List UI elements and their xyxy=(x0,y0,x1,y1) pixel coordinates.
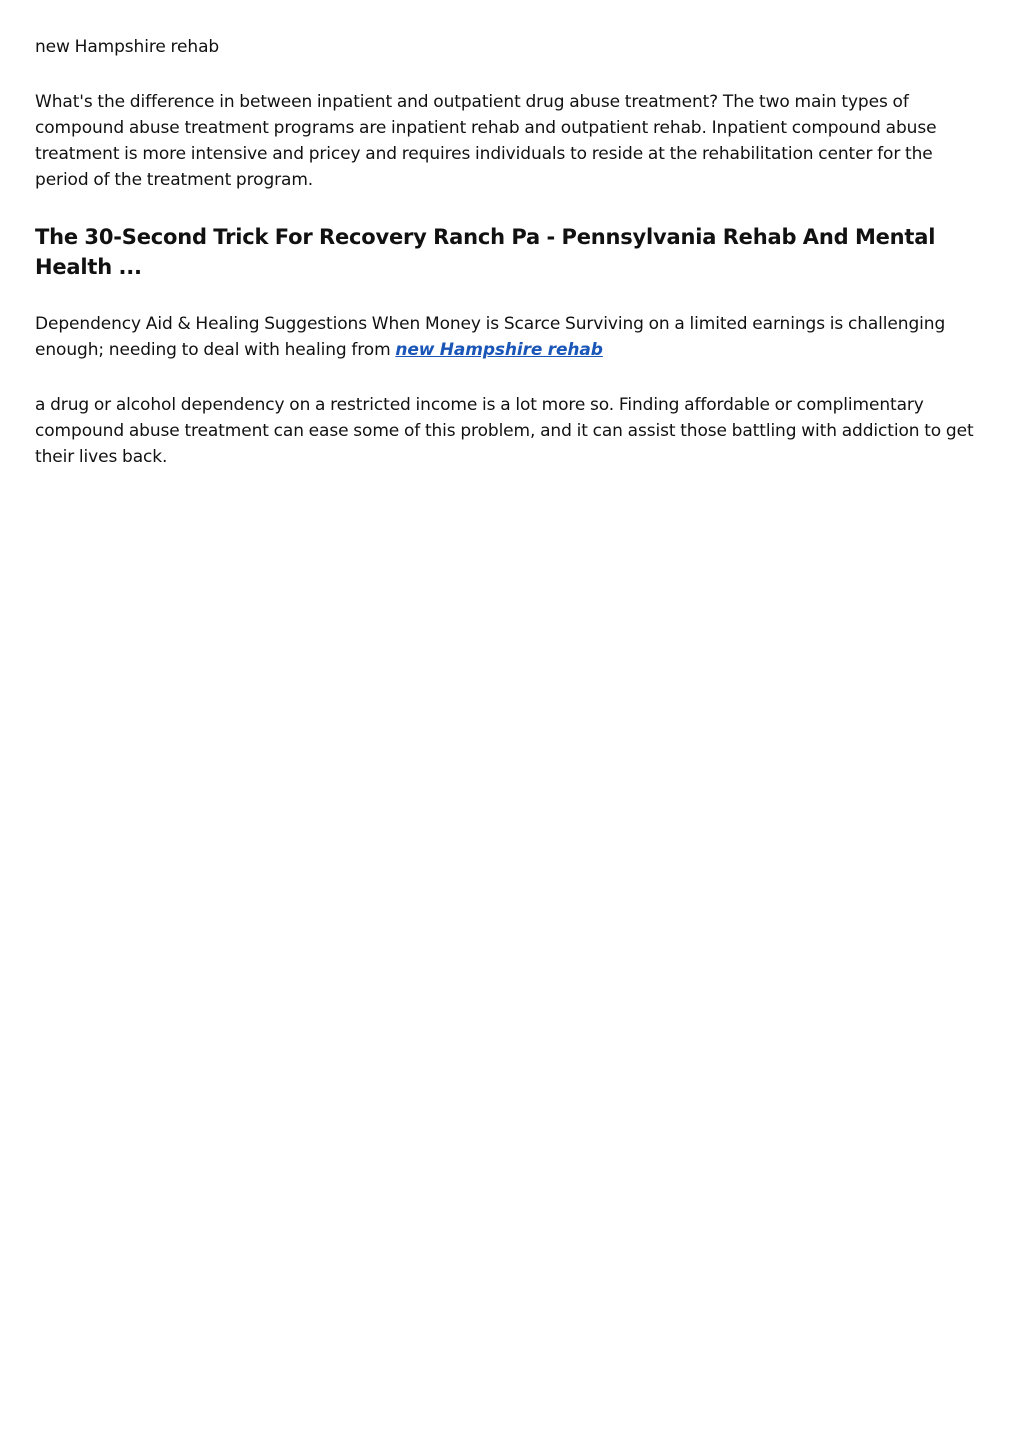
new-hampshire-rehab-link[interactable]: new Hampshire rehab xyxy=(395,340,603,360)
closing-paragraph: a drug or alcohol dependency on a restricted income is a lot more so. Finding affordable or complimentary compound abuse treatment can ease some of this problem, and it can assist those battling with addiction to get their lives back. xyxy=(35,395,974,467)
intro-paragraph: What's the difference in between inpatient and outpatient drug abuse treatment? The two main types of compound abuse treatment programs are inpatient rehab and outpatient rehab. Inpatient compound abuse treatment is more intensive and pricey and requires individuals to reside at the rehabilitation center for the period of the treatment program. xyxy=(35,92,937,190)
top-line-text: new Hampshire rehab xyxy=(35,37,220,57)
section-heading: The 30-Second Trick For Recovery Ranch Pa - Pennsylvania Rehab And Mental Health ... xyxy=(35,225,936,279)
document-body xyxy=(35,34,990,499)
paragraph-with-link xyxy=(35,311,990,363)
paragraph-text: Dependency Aid & Healing Suggestions When Money is Scarce Surviving on a limited earnings is challenging enough; needing to deal with healing from xyxy=(35,314,946,360)
